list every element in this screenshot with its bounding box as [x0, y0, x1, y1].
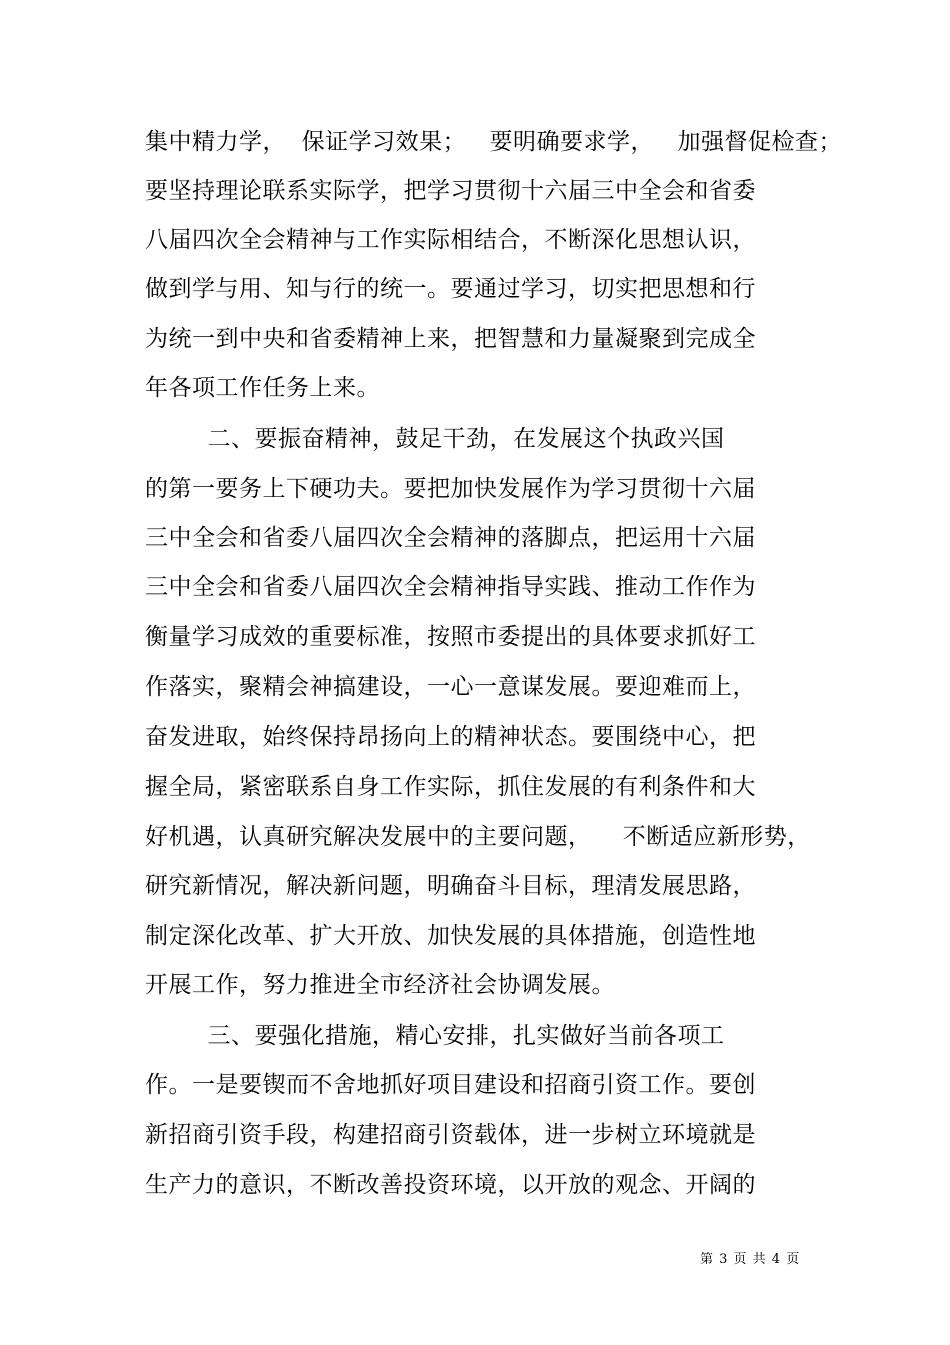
text-line: 好机遇，认真研究解决发展中的主要问题， 不断适应新形势，: [145, 824, 811, 850]
text-line: 三中全会和省委八届四次全会精神指导实践、推动工作作为: [145, 574, 756, 600]
text-line: 开展工作，努力推进全市经济社会协调发展。: [145, 972, 615, 998]
text-line: 八届四次全会精神与工作实际相结合，不断深化思想认识，: [145, 227, 756, 253]
text-line: 集中精力学， 保证学习效果； 要明确要求学， 加强督促检查；: [145, 129, 842, 155]
text-line: 奋发进取，始终保持昂扬向上的精神状态。要围绕中心，把: [145, 724, 756, 750]
text-line: 衡量学习成效的重要标准，按照市委提出的具体要求抓好工: [145, 624, 756, 650]
text-line: 三中全会和省委八届四次全会精神的落脚点，把运用十六届: [145, 525, 756, 551]
text-line: 研究新情况，解决新问题，明确奋斗目标，理清发展思路，: [145, 873, 756, 899]
text-line: 新招商引资手段，构建招商引资载体，进一步树立环境就是: [145, 1122, 756, 1148]
text-line: 为统一到中央和省委精神上来，把智慧和力量凝聚到完成全: [145, 326, 756, 352]
text-line: 的第一要务上下硬功夫。要把加快发展作为学习贯彻十六届: [145, 476, 756, 502]
text-line: 作。一是要锲而不舍地抓好项目建设和招商引资工作。要创: [145, 1072, 756, 1098]
text-line: 要坚持理论联系实际学，把学习贯彻十六届三中全会和省委: [145, 178, 756, 204]
page-number-footer: 第 3 页 共 4 页: [700, 1252, 801, 1267]
section-heading-line: 二、要振奋精神，鼓足干劲，在发展这个执政兴国: [145, 426, 725, 452]
text-line: 制定深化改革、扩大开放、加快发展的具体措施，创造性地: [145, 923, 756, 949]
text-line: 做到学与用、知与行的统一。要通过学习，切实把思想和行: [145, 276, 756, 302]
text-line: 年各项工作任务上来。: [145, 375, 380, 401]
text-line: 生产力的意识，不断改善投资环境，以开放的观念、开阔的: [145, 1172, 756, 1198]
section-heading-line: 三、要强化措施，精心安排，扎实做好当前各项工: [145, 1023, 725, 1049]
text-line: 握全局，紧密联系自身工作实际，抓住发展的有利条件和大: [145, 774, 756, 800]
text-line: 作落实，聚精会神搞建设，一心一意谋发展。要迎难而上，: [145, 674, 756, 700]
